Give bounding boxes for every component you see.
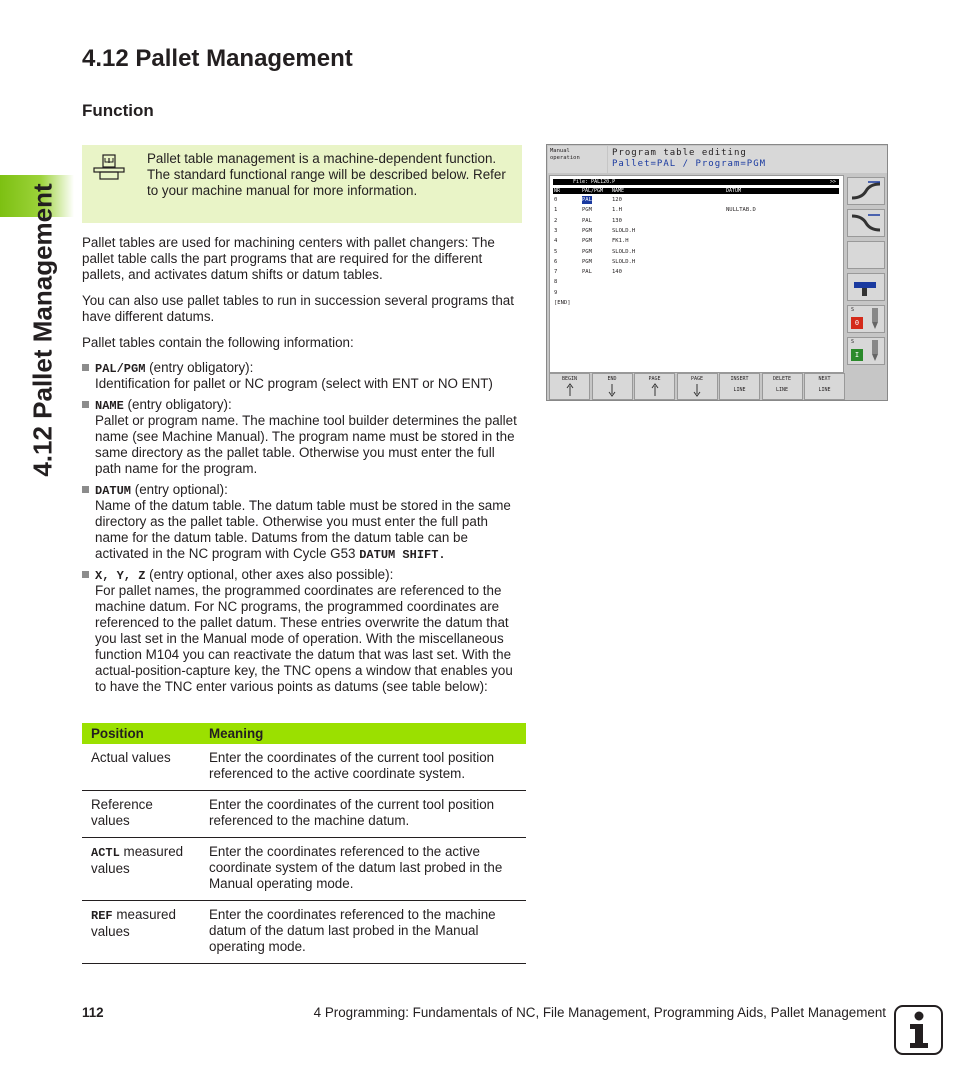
on-indicator: I <box>851 349 863 361</box>
softkey-2[interactable] <box>634 373 675 400</box>
table-header: Position <box>82 723 200 744</box>
screen-title-line2: Pallet=PAL / Program=PGM <box>612 159 767 169</box>
softkey-3[interactable] <box>677 373 718 400</box>
column-header: PAL/PGM <box>582 188 604 194</box>
page-title: 4.12 Pallet Management <box>82 45 353 72</box>
screen-table-cell: PGM <box>582 238 592 245</box>
spindle-icon <box>848 274 884 300</box>
table-header: Meaning <box>200 723 526 744</box>
screen-table-cell: 4 <box>554 238 558 245</box>
table-header-row <box>553 188 839 194</box>
override-label: S <box>851 339 855 345</box>
screen-table-cell: PAL <box>582 197 592 203</box>
softkey-label: NEXT <box>818 376 831 382</box>
screen-table-row[interactable] <box>553 227 839 235</box>
screen-table-cell: 5 <box>554 248 558 255</box>
horizontal-softkeys <box>548 373 888 400</box>
field-code: NAME <box>95 399 124 413</box>
softkey-label: END <box>607 376 617 382</box>
screen-table-cell: SLOLD.H <box>612 248 636 255</box>
bullet-square-icon <box>82 401 89 408</box>
screen-table-cell: 140 <box>612 269 622 276</box>
table-cell <box>82 744 200 791</box>
softkey-0[interactable] <box>549 373 590 400</box>
info-icon <box>894 1005 943 1055</box>
screen-table-cell: PGM <box>582 227 592 234</box>
screen-table-cell: 2 <box>554 217 558 224</box>
screen-table-row[interactable] <box>553 299 839 307</box>
curve-arrow-left-icon <box>848 178 884 204</box>
list-item-body: Pallet or program name. The machine tool builder determines the pallet name (see Machine Manual). The program name must be stored in the same directory as the pallet table. Otherwise you must enter the full path name for the program. <box>95 413 517 476</box>
softkey-1[interactable] <box>592 373 633 400</box>
bullet-square-icon <box>82 486 89 493</box>
position-code: ACTL <box>91 846 120 860</box>
note-text: Pallet table management is a machine-dependent function. The standard functional range will be described below. Refer to your machine manual for more information. <box>147 151 506 198</box>
screen-mode-label: Manual operation <box>548 146 607 173</box>
softkey-label: PAGE <box>648 376 661 382</box>
intro-paragraph-1: Pallet tables are used for machining centers with pallet changers: The pallet table calls the part programs that are required for the different pallets, and activates datum shifts or datum tables. <box>82 235 495 282</box>
note-box <box>82 145 522 223</box>
page-number: 112 <box>82 1005 104 1020</box>
list-item-text: Name of the datum table. The datum table must be stored in the same directory as the pallet table. Otherwise you must enter the full path name for the datum table. Datums from the datum table can be activated in the NC program with Cycle G53 <box>95 498 511 561</box>
section-heading: Function <box>82 101 154 120</box>
pallet-table-view <box>549 175 844 373</box>
file-bar <box>553 179 839 185</box>
softkey-5[interactable] <box>762 373 803 400</box>
softkey-label: LINE <box>733 387 746 393</box>
screen-table-cell: SLOLD.H <box>612 258 636 265</box>
softkey-label: DELETE <box>772 376 792 382</box>
field-qualifier: (entry obligatory): <box>127 397 232 412</box>
tnc-screenshot <box>546 144 888 401</box>
list-item-body: Identification for pallet or NC program (select with ENT or NO ENT) <box>95 376 493 391</box>
override-softkey[interactable] <box>847 305 885 333</box>
scroll-left-softkey[interactable] <box>847 177 885 205</box>
empty-softkey[interactable] <box>847 241 885 269</box>
table-cell <box>82 901 200 964</box>
list-item-head <box>82 397 524 414</box>
screen-table-row[interactable] <box>553 196 839 204</box>
softkey-label: LINE <box>818 387 831 393</box>
screen-table-row[interactable] <box>553 206 839 214</box>
list-item-body <box>95 498 524 563</box>
screen-table-cell: 9 <box>554 289 558 296</box>
screen-table-cell: PAL <box>582 269 592 276</box>
screen-title-line1: Program table editing <box>612 148 747 158</box>
cycle-code: DATUM SHIFT. <box>359 548 446 562</box>
softkey-4[interactable] <box>719 373 760 400</box>
intro-paragraph-3: Pallet tables contain the following information: <box>82 335 354 350</box>
position-label: Actual values <box>91 750 171 765</box>
table-row <box>82 901 526 964</box>
override-label: S <box>851 307 855 313</box>
arrow-down-icon <box>607 383 617 397</box>
side-tab-label: 4.12 Pallet Management <box>27 183 58 477</box>
screen-table-cell: 1 <box>554 207 558 214</box>
list-item-head <box>82 482 524 499</box>
screen-table-row[interactable] <box>553 289 839 297</box>
screen-table-cell: [END] <box>554 300 571 306</box>
field-code: DATUM <box>95 484 132 498</box>
softkey-label: BEGIN <box>561 376 578 382</box>
tool-icon <box>868 308 882 330</box>
bullet-square-icon <box>82 571 89 578</box>
off-indicator: 0 <box>851 317 863 329</box>
screen-table-cell: PGM <box>582 207 592 214</box>
column-header: NAME <box>612 188 625 194</box>
screen-table-row[interactable] <box>553 268 839 276</box>
position-label: measured values <box>91 844 184 876</box>
arrow-up-icon <box>650 383 660 397</box>
softkey-label: PAGE <box>690 376 704 382</box>
screen-table-cell: 3 <box>554 227 558 234</box>
chapter-footer: 4 Programming: Fundamentals of NC, File Management, Programming Aids, Pallet Management <box>313 1005 886 1020</box>
screen-title <box>608 146 887 173</box>
curve-arrow-right-icon <box>848 210 884 236</box>
screen-table-row[interactable] <box>553 248 839 256</box>
side-chapter-tab <box>0 0 74 1091</box>
softkey-label: LINE <box>775 387 789 393</box>
tool-icon <box>868 340 882 362</box>
override-softkey[interactable] <box>847 337 885 365</box>
table-header-row <box>82 723 526 744</box>
screen-table-cell: FK1.H <box>612 238 629 245</box>
softkey-6[interactable] <box>804 373 845 400</box>
screen-table-cell: 7 <box>554 269 558 276</box>
screen-table-cell: PGM <box>582 248 592 255</box>
screen-table-cell: PGM <box>582 258 592 265</box>
info-glyph <box>896 1007 941 1053</box>
screen-table-cell: 130 <box>612 217 622 224</box>
screen-table-cell: 8 <box>554 279 558 286</box>
table-cell: Enter the coordinates referenced to the machine datum of the datum last probed in the Manual operating mode. <box>200 901 526 964</box>
arrow-up-icon <box>565 383 575 397</box>
table-row <box>82 744 526 791</box>
screen-table-cell: PAL <box>582 217 592 224</box>
screen-table-row[interactable] <box>553 258 839 266</box>
field-qualifier: (entry optional, other axes also possible): <box>149 567 394 582</box>
table-row <box>82 838 526 901</box>
screen-table-cell: 0 <box>554 197 558 203</box>
screen-table-row[interactable] <box>553 237 839 245</box>
vertical-softkeys <box>845 175 887 371</box>
screen-table-cell: 6 <box>554 258 558 265</box>
list-item-head <box>82 567 524 584</box>
field-qualifier: (entry optional): <box>134 482 228 497</box>
list-item-body: For pallet names, the programmed coordinates are referenced to the machine datum. For NC programs, the programmed coordinates are referenced to the pallet datum. These entries overwrite the datum that you last set in the Manual mode of operation. With the miscellaneous function M104 you can reactivate the datum that was last set. With the actual-position-capture key, the TNC opens a window that enables you to have the TNC enter various points as datums (see table below): <box>95 583 513 694</box>
arrow-down-icon <box>692 383 702 397</box>
table-cell: Enter the coordinates of the current tool position referenced to the active coordinate system. <box>200 744 526 791</box>
table-cell: Enter the coordinates of the current tool position referenced to the machine datum. <box>200 791 526 838</box>
list-item-head <box>82 360 524 377</box>
position-label: Reference values <box>91 797 153 828</box>
column-header: NR <box>554 188 561 194</box>
file-name: File: PAL120.P <box>573 179 616 185</box>
position-code: REF <box>91 909 113 923</box>
table-cell <box>82 838 200 901</box>
field-code: X, Y, Z <box>95 569 146 583</box>
scroll-right-softkey[interactable] <box>847 209 885 237</box>
screen-table-row[interactable] <box>553 278 839 286</box>
machine-manual-icon <box>92 153 126 183</box>
field-qualifier: (entry obligatory): <box>149 360 254 375</box>
field-code: PAL/PGM <box>95 362 146 376</box>
table-cell: Enter the coordinates referenced to the active coordinate system of the datum last probed in the Manual operating mode. <box>200 838 526 901</box>
coolant-softkey[interactable] <box>847 273 885 301</box>
scroll-arrows-icon: >> <box>829 179 836 185</box>
screen-table-row[interactable] <box>553 217 839 225</box>
table-cell <box>82 791 200 838</box>
intro-paragraph-2: You can also use pallet tables to run in succession several programs that have different datums. <box>82 293 514 324</box>
bullet-square-icon <box>82 364 89 371</box>
screen-table-cell: 1.H <box>612 207 622 214</box>
column-header: DATUM <box>726 188 742 194</box>
softkey-label: INSERT <box>730 376 749 382</box>
table-row <box>82 791 526 838</box>
position-label: measured values <box>91 907 176 939</box>
screen-table-cell: 120 <box>612 197 622 203</box>
screen-table-cell: SLOLD.H <box>612 227 636 234</box>
screen-table-cell: NULLTAB.D <box>726 207 756 214</box>
position-table <box>82 723 526 964</box>
